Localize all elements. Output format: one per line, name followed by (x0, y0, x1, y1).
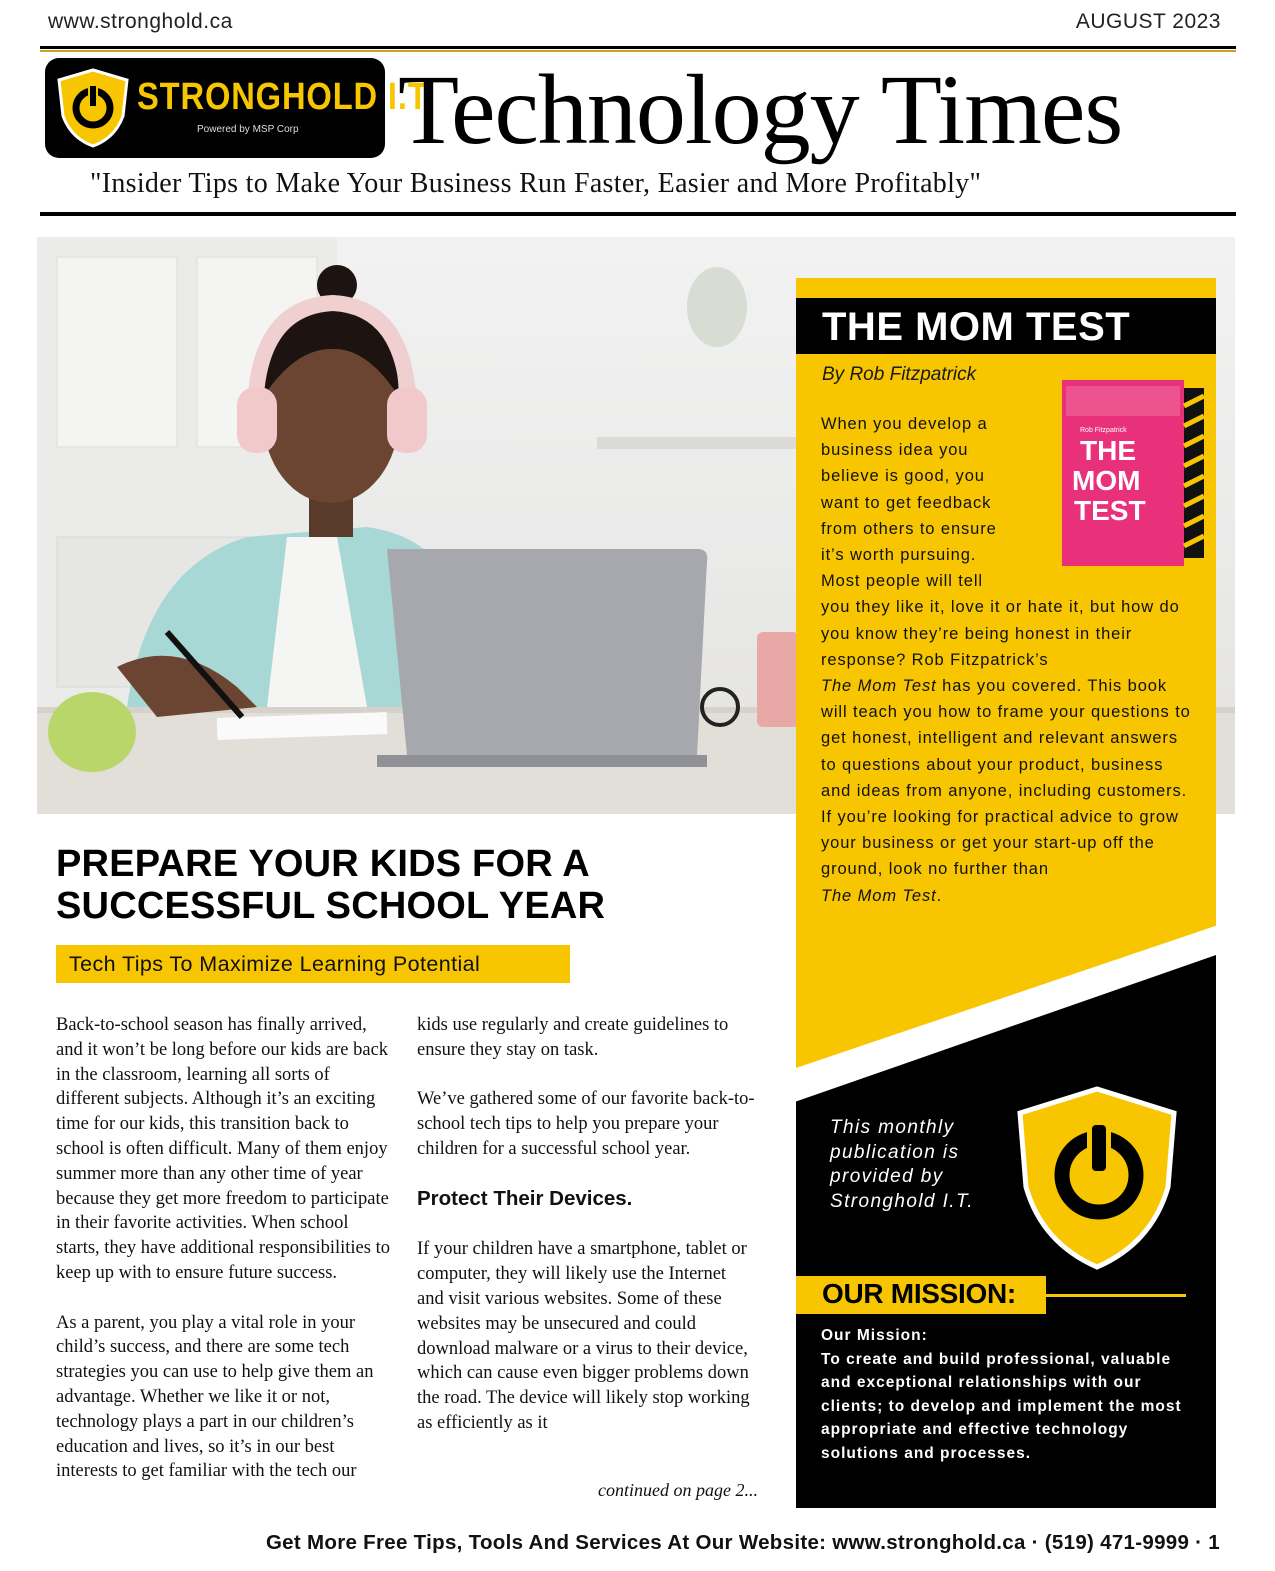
subhead-text: Tech Tips To Maximize Learning Potential (69, 952, 481, 976)
mission-label (796, 1276, 1046, 1314)
cover-title-line: THE (1080, 435, 1136, 466)
continued-note: continued on page 2... (598, 1480, 758, 1500)
logo-wordmark: STRONGHOLD I.T. (137, 76, 435, 118)
mission-heading: Our Mission: (821, 1327, 928, 1344)
page-footer: Get More Free Tips, Tools And Services At Our Website: www.stronghold.ca · (519) 471-9999 · 1 (265, 1531, 1220, 1554)
newsletter-tagline: "Insider Tips to Make Your Business Run Faster, Easier and More Profitably" (90, 168, 982, 199)
mission-divider (1046, 1294, 1186, 1297)
book-cover-image (1058, 376, 1204, 572)
article-headline (56, 843, 756, 927)
review-text: you they like it, love it or hate it, but how do you know they’re being honest in their response? Rob Fitzpatrick’s (821, 598, 1180, 669)
paragraph: If your children have a smartphone, tablet or computer, they will likely use the Internet and visit various websites. Some of these websites may be unsecured and could download malware or a virus to their device, which can cause even bigger problems down the road. The device will likely stop working as efficiently as it (417, 1239, 750, 1433)
review-text: . (936, 886, 943, 905)
masthead-rule (40, 212, 1236, 216)
cover-title-line: MOM (1072, 465, 1141, 496)
review-line: When you develop a (821, 415, 988, 433)
headline-line: SUCCESSFUL SCHOOL YEAR (56, 885, 606, 927)
book-author: By Rob Fitzpatrick (822, 364, 977, 385)
paragraph: We’ve gathered some of our favorite back-to-school tech tips to help you prepare your children for a successful school year. (417, 1089, 755, 1159)
publication-note: This monthly publication is provided by Stronghold I.T. (830, 1117, 974, 1212)
review-book-ref: The Mom Test (821, 677, 937, 696)
review-text: has you covered. This book will teach you how to frame your questions to get honest, intelligent and relevant answers to questions about your product, business and ideas from anyone, including customers. If you’re looking for practical advice to grow your business or get your start-up off the ground, look no further than (821, 677, 1191, 879)
logo-powered-by: Powered by MSP Corp (197, 124, 299, 135)
review-line: Most people will tell (821, 572, 983, 591)
review-line: it’s worth pursuing. (821, 546, 977, 565)
paragraph: Back-to-school season has finally arrived, and it won’t be long before our kids are back in the classroom, learning all sorts of different subjects. Although it’s an exciting time for our kids, this transition back to school is often difficult. Many of them enjoy summer more than any other time of year because they get more freedom to participate in their favorite activities. When school starts, they have additional responsibilities to keep up with to ensure future success. (56, 1015, 390, 1283)
issue-date: AUGUST 2023 (1075, 10, 1221, 33)
review-book-ref: The Mom Test (821, 886, 937, 905)
review-line: want to get feedback (821, 493, 992, 512)
cover-title-line: TEST (1074, 495, 1146, 526)
review-line: from others to ensure (821, 519, 997, 538)
mission-statement (821, 1324, 1196, 1465)
paragraph: kids use regularly and create guidelines to ensure they stay on task. (417, 1015, 729, 1060)
mission-label-text: OUR MISSION: (822, 1278, 1016, 1309)
headline-line: PREPARE YOUR KIDS FOR A (56, 843, 590, 885)
stronghold-shield-icon (1012, 1083, 1182, 1278)
book-title: THE MOM TEST (822, 305, 1131, 349)
shield-power-icon (53, 66, 133, 150)
mission-body: To create and build professional, valuable and exceptional relationships with our clients; to develop and implement the most appropriate and effective technology solutions and processes. (821, 1350, 1182, 1462)
paragraph: As a parent, you play a vital role in your child’s success, and there are some tech strategies you can use to help give them an advantage. Whether we like it or not, technology plays a part in our children’s education and lives, so it’s in our best interests to get familiar with the tech our (56, 1312, 374, 1482)
stronghold-logo[interactable] (45, 58, 435, 158)
article-subhead (56, 945, 570, 983)
newsletter-title: Technology Times (398, 54, 1123, 165)
header-rule (40, 46, 1236, 49)
article-column-1 (56, 1013, 392, 1509)
review-line: business idea you (821, 441, 969, 460)
article-column-2 (417, 1013, 757, 1461)
cover-author: Rob Fitzpatrick (1080, 427, 1127, 434)
website-url[interactable]: www.stronghold.ca (48, 10, 233, 33)
section-heading: Protect Their Devices. (417, 1186, 633, 1210)
review-line: believe is good, you (821, 467, 985, 486)
